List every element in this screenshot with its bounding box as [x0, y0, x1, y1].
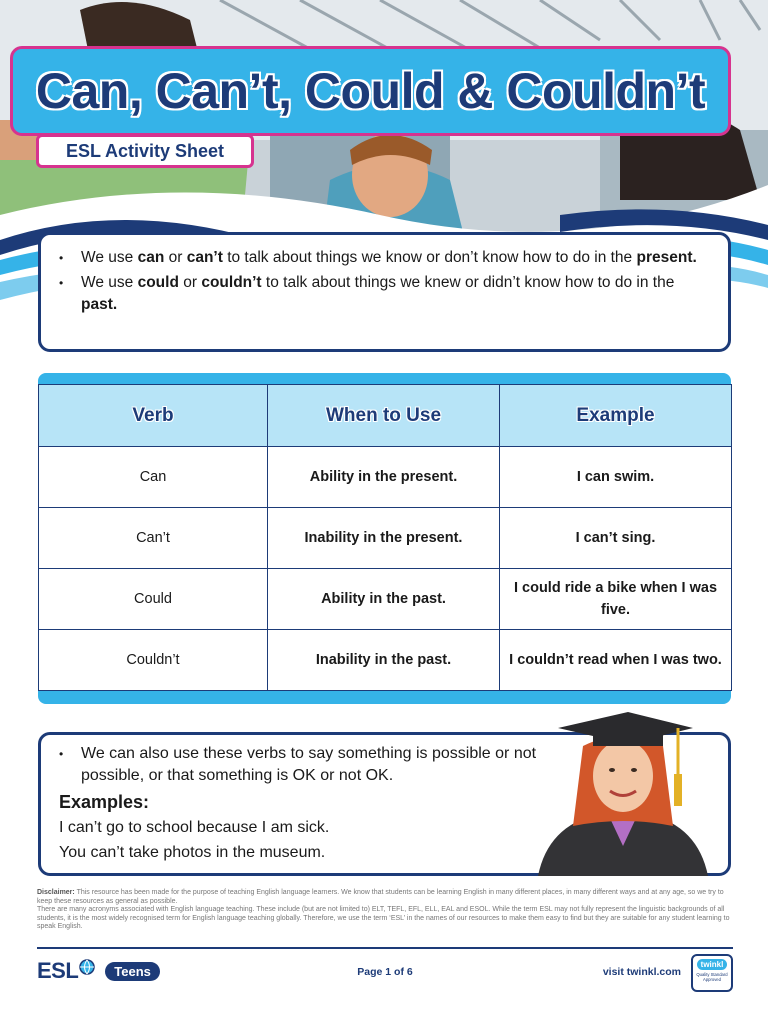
header-example: Example — [500, 385, 732, 447]
intro-box — [38, 232, 731, 352]
cell-usage: Inability in the past. — [268, 630, 500, 691]
title-banner — [10, 46, 731, 136]
cell-usage: Inability in the present. — [268, 508, 500, 569]
bold-run: couldn’t — [201, 274, 262, 291]
table-row — [39, 569, 732, 630]
bullet-icon: • — [59, 747, 64, 761]
subtitle: ESL Activity Sheet — [65, 140, 225, 161]
bold-run: can — [137, 249, 165, 266]
disclaimer-label: Disclaimer: — [37, 889, 75, 896]
grammar-table-frame — [38, 373, 731, 704]
cell-example: I can swim. — [500, 447, 732, 508]
quality-standard-text: Quality Standard Approved — [696, 972, 728, 982]
text-run: or — [178, 274, 202, 291]
disclaimer — [37, 889, 733, 932]
cell-example: I can’t sing. — [500, 508, 732, 569]
cell-example: I couldn’t read when I was two. — [500, 630, 732, 691]
footer — [37, 954, 733, 992]
bullet-text — [81, 247, 697, 269]
bold-run: can’t — [186, 249, 223, 266]
example-sentence: I can’t go to school because I am sick. — [59, 819, 330, 836]
disclaimer-paragraph-1 — [37, 889, 733, 906]
header-when-to-use: When to Use — [268, 385, 500, 447]
cell-verb: Can’t — [39, 508, 268, 569]
bullet-icon: • — [59, 276, 64, 290]
examples-heading: Examples: — [59, 792, 150, 812]
table-row — [39, 447, 732, 508]
bullet-icon: • — [59, 251, 64, 265]
header-verb: Verb — [39, 385, 268, 447]
bold-run: present. — [636, 249, 697, 266]
cell-usage: Ability in the past. — [268, 569, 500, 630]
disclaimer-paragraph-2: There are many acronyms associated with English language teaching. These include (but are not limited to) ELT, TEFL, EFL, ELL, EAL and ESOL. While the term ESL may not fully represent the linguistic backgrounds of all students, it is the most widely recognised term for English language teaching globally. Therefore, we use the term ‘ESL’ in the names of our resources to make them easy to find but they are suitable for any student learning to speak English. — [37, 906, 730, 931]
intro-bullet-1 — [59, 247, 708, 269]
subtitle-banner — [36, 134, 254, 168]
page-title: Can, Can’t, Could & Couldn’t — [35, 63, 706, 119]
bullet-text: We can also use these verbs to say something is possible or not possible, or that something is OK or not OK. — [81, 745, 537, 784]
bold-run: could — [137, 274, 179, 291]
visit-link[interactable]: visit twinkl.com — [602, 966, 681, 978]
extra-bullet — [59, 743, 569, 787]
cell-verb: Can — [39, 447, 268, 508]
bold-run: past. — [81, 296, 118, 313]
cell-verb: Couldn’t — [39, 630, 268, 691]
text-run: We use — [81, 249, 138, 266]
footer-divider — [37, 947, 733, 949]
example-sentence: You can’t take photos in the museum. — [59, 844, 326, 861]
cell-example: I could ride a bike when I was five. — [500, 569, 732, 630]
teens-badge: Teens — [105, 962, 160, 981]
twinkl-quality-badge — [691, 954, 733, 992]
text-run: to talk about things we know or don’t know how to do in the — [222, 249, 637, 266]
cell-usage: Ability in the present. — [268, 447, 500, 508]
grammar-table — [38, 384, 732, 691]
text-run: We use — [81, 274, 138, 291]
table-row — [39, 630, 732, 691]
disclaimer-text: This resource has been made for the purpose of teaching English language learners. We know that students can be learning English in many different places, in many different ways and at any age, so we try to keep these resources as general as possible. — [37, 889, 724, 905]
page-number: Page 1 of 6 — [357, 966, 413, 978]
intro-bullet-2 — [59, 272, 708, 316]
cell-verb: Could — [39, 569, 268, 630]
table-row — [39, 508, 732, 569]
bullet-text — [81, 272, 708, 316]
table-header-row — [39, 385, 732, 447]
text-run: to talk about things we knew or didn’t know how to do in the — [261, 274, 675, 291]
graduate-illustration — [528, 706, 718, 876]
esl-logo-text: ESL — [37, 958, 79, 983]
twinkl-logo: twinkl — [697, 959, 728, 970]
text-run: or — [164, 249, 187, 266]
